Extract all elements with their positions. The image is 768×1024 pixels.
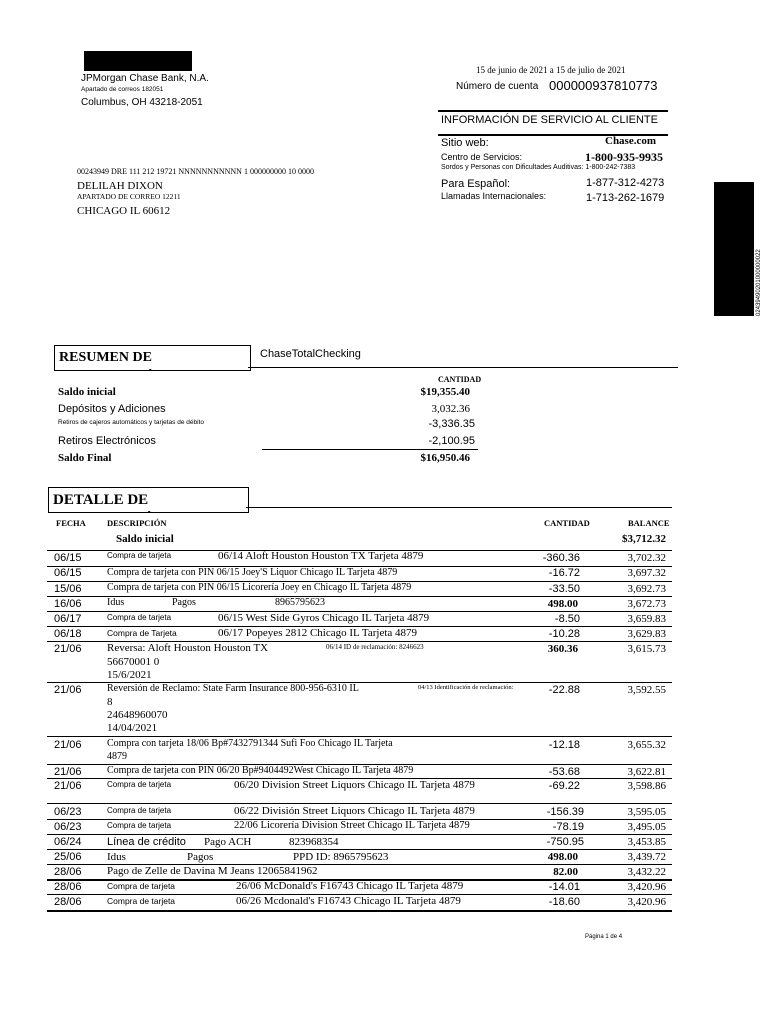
row-desc-extra: 8965795623 [275, 597, 325, 608]
service-top-rule [438, 110, 668, 112]
row-balance: 3,702.32 [627, 552, 666, 564]
statement-period: 15 de junio de 2021 a 15 de julio de 2021 [476, 65, 626, 75]
row-rule [47, 834, 672, 835]
row-desc-extra: 823968354 [289, 836, 339, 848]
spanish-value: 1-877-312-4273 [586, 177, 665, 189]
summary-value: -3,336.35 [428, 418, 475, 430]
row-desc: Reversa: Aloft Houston Houston TX [107, 642, 269, 654]
row-desc: Compra de tarjeta con PIN 06/20 Bp#9404492West Chicago IL Tarjeta 4879 [107, 765, 414, 776]
row-balance: 3,420.96 [627, 881, 666, 893]
row-date: 06/23 [54, 821, 82, 833]
row-desc-extra: 15/6/2021 [107, 669, 152, 681]
row-desc-extra: 24648960070 [107, 709, 168, 721]
row-desc: Idus [107, 597, 125, 608]
row-desc-detail: Pago ACH [204, 836, 252, 848]
row-amount: -22.88 [548, 684, 580, 696]
service-heading: INFORMACIÓN DE SERVICIO AL CLIENTE [441, 114, 658, 126]
row-amount: 498.00 [547, 598, 578, 610]
opening-label: Saldo inicial [116, 533, 174, 545]
row-desc: Compra de tarjeta [107, 896, 176, 906]
col-balance-header: BALANCE [628, 518, 670, 528]
row-amount: -360.36 [542, 552, 580, 564]
row-desc-detail: 06/22 División Street Liquors Chicago IL Tarjeta 4879 [234, 805, 475, 817]
row-desc-extra: 8 [107, 696, 113, 708]
detail-rule [246, 507, 672, 508]
row-balance: 3,439.72 [627, 851, 666, 863]
table-bottom-rule [47, 910, 672, 912]
row-desc: Compra de tarjeta [107, 551, 172, 560]
row-date: 16/06 [54, 598, 82, 610]
row-date: 21/06 [54, 643, 82, 655]
row-rule [47, 596, 672, 597]
row-date: 06/15 [54, 567, 82, 579]
row-desc: Idus [107, 851, 126, 863]
row-balance: 3,592.55 [627, 684, 666, 696]
summary-value: 3,032.36 [431, 403, 470, 415]
row-date: 06/24 [54, 836, 82, 848]
row-desc-detail: 22/06 Licorería Division Street Chicago IL Tarjeta 4879 [234, 820, 470, 831]
spanish-label: Para Español: [441, 178, 511, 190]
bank-po-box: Apartado de correos 182051 [81, 86, 164, 93]
row-desc: Compra de tarjeta [107, 780, 172, 789]
page-number: Página 1 de 4 [585, 934, 623, 940]
row-desc: Compra de tarjeta [107, 821, 172, 830]
row-amount: -18.60 [548, 896, 580, 908]
redaction-block [84, 51, 192, 71]
bank-city: Columbus, OH 43218-2051 [81, 97, 203, 108]
row-desc-extra: PPD ID: 8965795623 [293, 851, 389, 863]
summary-rule [248, 367, 678, 368]
row-desc: Compra de Tarjeta [107, 628, 177, 638]
intl-value: 1-713-262-1679 [586, 192, 665, 204]
row-rule [47, 849, 672, 850]
row-amount: -12.18 [548, 739, 580, 751]
deaf-line: Sordos y Personas con Dificultades Auditivas: 1-800-242-7383 [441, 164, 636, 171]
col-desc-header: DESCRIPCIÓN [107, 518, 167, 528]
center-value: 1-800-935-9935 [585, 150, 663, 164]
summary-label: Depósitos y Adiciones [58, 403, 166, 415]
row-balance: 3,629.83 [627, 628, 666, 640]
side-barcode-block [714, 182, 754, 316]
row-desc-detail: Pagos [172, 597, 196, 608]
row-amount: 82.00 [553, 866, 578, 878]
row-amount: -16.72 [548, 567, 580, 579]
row-desc: Compra de tarjeta [107, 613, 172, 622]
website-label: Sitio web: [441, 137, 489, 149]
summary-total-rule [262, 449, 478, 450]
row-desc: Compra de tarjeta [107, 806, 172, 815]
opening-value: $3,712.32 [622, 533, 666, 545]
row-desc-detail: 06/20 Division Street Liquors Chicago IL Tarjeta 4879 [234, 779, 475, 791]
row-desc: Pago de Zelle de Davina M Jeans 12065841962 [107, 865, 318, 877]
row-date: 28/06 [54, 881, 82, 893]
row-balance: 3,432.22 [627, 866, 666, 878]
account-number: 000000937810773 [549, 78, 658, 93]
account-label: Número de cuenta [456, 81, 539, 92]
row-balance: 3,659.83 [627, 613, 666, 625]
col-date-header: FECHA [56, 518, 86, 528]
row-balance: 3,420.96 [627, 896, 666, 908]
row-desc-extra: 14/04/2021 [107, 722, 158, 734]
row-balance: 3,598.86 [627, 780, 666, 792]
row-amount: -69.22 [548, 780, 580, 792]
summary-value: -2,100.95 [428, 435, 475, 447]
row-desc-detail: 06/15 West Side Gyros Chicago IL Tarjeta 4879 [218, 612, 430, 624]
detail-heading: DETALLE DE [48, 487, 249, 513]
summary-label: Retiros de cajeros automáticos y tarjetas de débito [58, 419, 204, 426]
row-balance: 3,692.73 [627, 583, 666, 595]
row-amount: -14.01 [548, 881, 580, 893]
summary-label: Saldo Final [58, 452, 112, 464]
row-desc: Compra con tarjeta 18/06 Bp#7432791344 Sufi Foo Chicago IL Tarjeta [107, 738, 393, 749]
summary-label: Retiros Electrónicos [58, 435, 156, 447]
row-balance: 3,595.05 [627, 806, 666, 818]
row-desc-detail: 06/14 Aloft Houston Houston TX Tarjeta 4879 [218, 550, 424, 562]
row-desc-detail: Pagos [187, 851, 214, 863]
row-rule [47, 736, 672, 737]
row-date: 21/06 [54, 684, 82, 696]
row-amount: -53.68 [548, 766, 580, 778]
row-desc: Línea de crédito [107, 836, 186, 848]
col-amount-header: CANTIDAD [544, 518, 590, 528]
summary-value: $16,950.46 [420, 452, 470, 464]
mail-barcode-line: 00243949 DRE 111 212 19721 NNNNNNNNNNN 1 000000000 10 0000 [77, 167, 314, 176]
summary-label: Saldo inicial [58, 386, 116, 398]
row-amount: 498.00 [547, 851, 578, 863]
row-desc: Compra de tarjeta con PIN 06/15 Joey'S Liquor Chicago IL Tarjeta 4879 [107, 567, 398, 578]
row-balance: 3,495.05 [627, 821, 666, 833]
row-date: 21/06 [54, 780, 82, 792]
center-label: Centro de Servicios: [441, 152, 523, 162]
row-date: 06/18 [54, 628, 82, 640]
recipient-name: DELILAH DIXON [77, 180, 163, 192]
row-balance: 3,697.32 [627, 567, 666, 579]
row-desc: Compra de tarjeta con PIN 06/15 Licorería Joey en Chicago IL Tarjeta 4879 [107, 582, 412, 593]
row-desc-extra: 4879 [107, 751, 127, 762]
summary-product: ChaseTotalChecking [260, 348, 361, 360]
row-amount: -33.50 [548, 583, 580, 595]
summary-value: $19,355.40 [420, 386, 470, 398]
row-amount: -10.28 [548, 628, 580, 640]
row-amount: 360.36 [547, 643, 578, 655]
row-date: 28/06 [54, 896, 82, 908]
row-desc-detail: 06/17 Popeyes 2812 Chicago IL Tarjeta 4879 [218, 627, 418, 639]
row-date: 06/23 [54, 806, 82, 818]
row-date: 28/06 [54, 866, 82, 878]
row-desc: Reversión de Reclamo: State Farm Insurance 800-956-6310 IL [107, 683, 359, 694]
row-amount: -156.39 [546, 806, 584, 818]
row-amount: -8.50 [554, 613, 580, 625]
bank-name: JPMorgan Chase Bank, N.A. [81, 73, 209, 84]
row-desc-detail: 06/14 ID de reclamación: 8246623 [326, 643, 424, 651]
intl-label: Llamadas Internacionales: [441, 191, 547, 201]
row-date: 06/17 [54, 613, 82, 625]
side-code: 02439490201000000022 [756, 249, 762, 316]
row-desc-detail: 06/26 Mcdonald's F16743 Chicago IL Tarjeta 4879 [236, 895, 461, 907]
row-rule [47, 803, 672, 804]
recipient-po-box: APARTADO DE CORREO 12211 [77, 192, 181, 201]
row-date: 06/15 [54, 552, 82, 564]
row-balance: 3,622.81 [627, 766, 666, 778]
summary-amount-header: CANTIDAD [438, 375, 482, 384]
row-balance: 3,615.73 [627, 643, 666, 655]
row-date: 25/06 [54, 851, 82, 863]
row-date: 21/06 [54, 739, 82, 751]
row-balance: 3,453.85 [627, 836, 666, 848]
recipient-city: CHICAGO IL 60612 [77, 205, 171, 217]
row-balance: 3,672.73 [627, 598, 666, 610]
row-date: 21/06 [54, 766, 82, 778]
row-desc: Compra de tarjeta [107, 881, 176, 891]
row-amount: -78.19 [552, 821, 584, 833]
row-date: 15/06 [54, 583, 82, 595]
row-desc-extra: 56670001 0 [107, 656, 160, 668]
row-desc-detail: 26/06 McDonald's F16743 Chicago IL Tarjeta 4879 [236, 880, 464, 892]
row-desc-detail: 04/13 Identificación de reclamación: [418, 684, 514, 691]
website-value: Chase.com [605, 135, 657, 147]
summary-heading: RESUMEN DE [54, 345, 251, 371]
row-balance: 3,655.32 [627, 739, 666, 751]
row-amount: -750.95 [546, 836, 584, 848]
